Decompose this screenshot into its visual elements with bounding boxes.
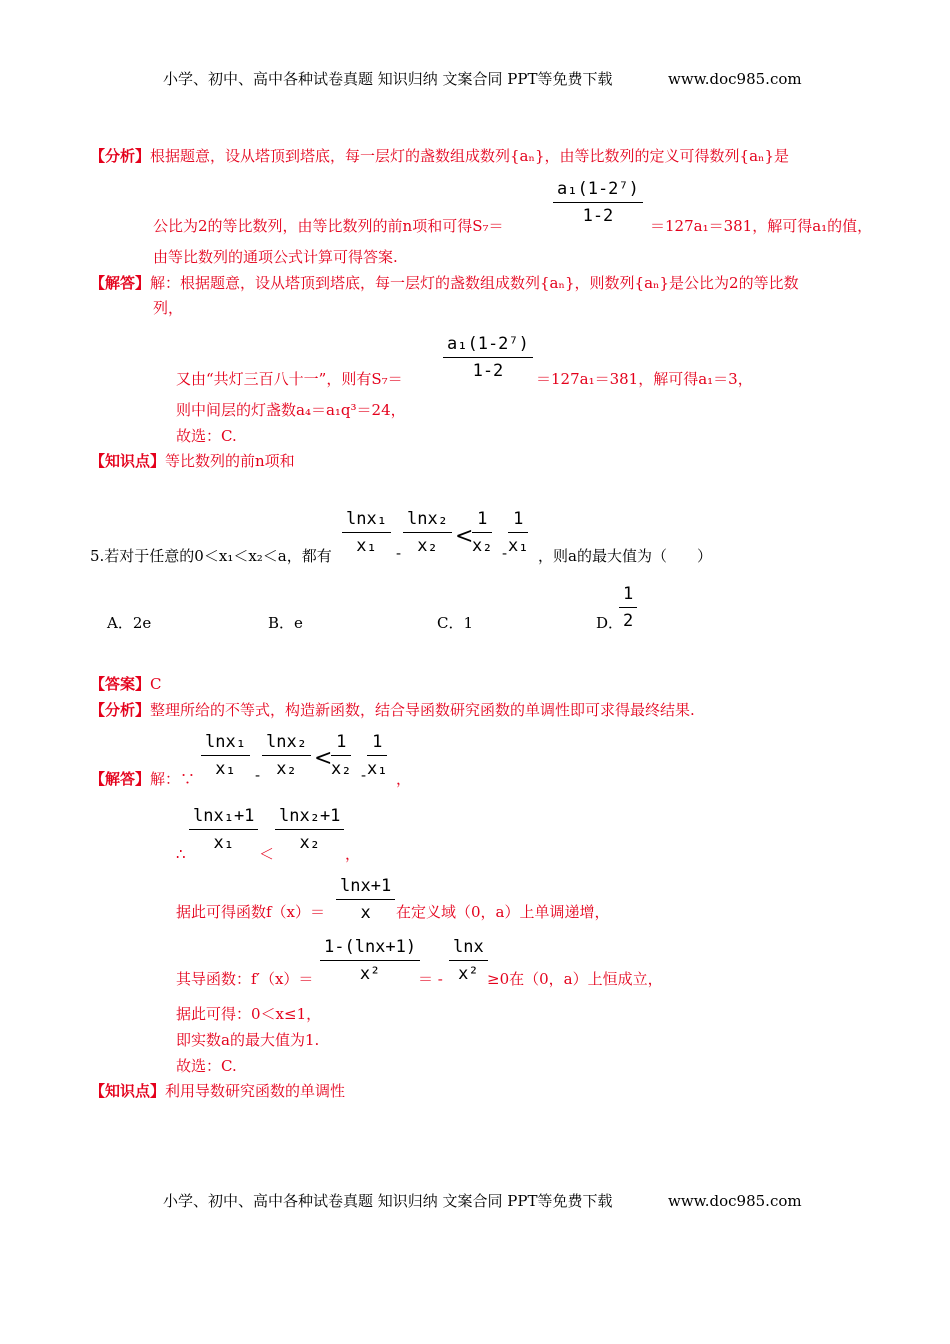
- q5-deriv-mid: ＝ -: [418, 970, 443, 988]
- q5-deriv-frac1: $\frac{1-(\ln x+1)}{\text{x²}}$: [320, 936, 420, 985]
- q5-trans-lt: ＜: [259, 845, 275, 863]
- q4-analysis-fraction: $\frac{\text{a₁(1-2⁷)}}{1-2}$: [553, 178, 643, 227]
- q5-ineq-minus2: -: [502, 544, 508, 562]
- q5-ineq-lt: <: [455, 524, 474, 549]
- q5-sol-lt: <: [314, 746, 333, 771]
- q5-analysis: 【分析】整理所给的不等式，构造新函数，结合导函数研究函数的单调性即可求得最终结果.: [90, 701, 695, 719]
- solution-tag: 【解答】: [90, 770, 151, 788]
- q5-stem-b: ，则a的最大值为（ ）: [538, 547, 712, 565]
- header-site: www.doc985.com: [668, 70, 802, 88]
- q5-sol-frac4: $\frac{1}{\text{x₁}}$: [367, 732, 388, 779]
- q5-solution-lead: 【解答】解：∵: [90, 770, 196, 788]
- q5-step1: 据此可得：0＜x≤1，: [176, 1005, 322, 1023]
- q5-option-b[interactable]: B．e: [268, 614, 303, 632]
- q5-option-a[interactable]: A．2e: [107, 614, 152, 632]
- q4-solution-line4: 则中间层的灯盏数a₄＝a₁q³＝24，: [176, 401, 406, 419]
- q5-ineq-frac2: $\frac{\text{lnx₂}}{\text{x₂}}$: [403, 508, 452, 557]
- q5-sol-frac2: $\frac{\text{lnx₂}}{\text{x₂}}$: [262, 731, 311, 780]
- q5-func-a: 据此可得函数f（x）＝: [176, 903, 326, 921]
- q4-analysis-line2a: 公比为2的等比数列，由等比数列的前n项和可得S₇＝: [153, 217, 504, 235]
- analysis-tag: 【分析】: [90, 147, 151, 165]
- q5-deriv-a: 其导函数：f′（x）＝: [176, 970, 314, 988]
- q5-sol-frac3: $\frac{1}{\text{x₂}}$: [331, 732, 352, 779]
- q4-analysis-line1: 【分析】根据题意，设从塔顶到塔底，每一层灯的盏数组成数列{aₙ}，由等比数列的定义可得数列{aₙ}是: [90, 147, 790, 165]
- q5-step2: 即实数a的最大值为1.: [176, 1031, 320, 1049]
- q5-option-c[interactable]: C．1: [437, 614, 474, 632]
- answer-tag: 【答案】: [90, 675, 151, 693]
- q4-solution-line3b: ＝127a₁＝381，解可得a₁＝3，: [536, 370, 753, 388]
- q5-trans-frac2: $\frac{\text{lnx₂+1}}{\text{x₂}}$: [275, 805, 344, 854]
- q5-trans-frac1: $\frac{\text{lnx₁+1}}{\text{x₁}}$: [189, 805, 258, 854]
- q5-ineq-frac4: $\frac{1}{\text{x₁}}$: [508, 509, 529, 556]
- q5-deriv-frac2: $\frac{\ln x}{\text{x²}}$: [449, 936, 488, 985]
- q5-sol-minus1: -: [255, 766, 261, 784]
- kp-tag: 【知识点】: [90, 1082, 166, 1100]
- header-text: 小学、初中、高中各种试卷真题 知识归纳 文案合同 PPT等免费下载: [163, 70, 613, 88]
- q5-sol-minus2: -: [361, 766, 367, 784]
- solution-tag: 【解答】: [90, 274, 151, 292]
- q5-sol-frac1: $\frac{\text{lnx₁}}{\text{x₁}}$: [201, 731, 250, 780]
- analysis-tag: 【分析】: [90, 701, 151, 719]
- q5-option-d-fraction: $\frac{1}{2}$: [619, 583, 637, 632]
- q4-analysis-line3: 由等比数列的通项公式计算可得答案.: [153, 248, 398, 266]
- q4-knowledge-point: 【知识点】等比数列的前n项和: [90, 452, 295, 470]
- q5-therefore: ∴: [176, 845, 186, 863]
- q5-ineq-frac1: $\frac{\text{lnx₁}}{\text{x₁}}$: [342, 508, 391, 557]
- footer-text: 小学、初中、高中各种试卷真题 知识归纳 文案合同 PPT等免费下载: [163, 1192, 613, 1210]
- q5-step3: 故选：C.: [176, 1057, 237, 1075]
- kp-tag: 【知识点】: [90, 452, 166, 470]
- q4-solution-fraction: $\frac{\text{a₁(1-2⁷)}}{1-2}$: [443, 333, 533, 382]
- q5-ineq-minus1: -: [396, 544, 402, 562]
- q4-solution-line1: 【解答】解：根据题意，设从塔顶到塔底，每一层灯的盏数组成数列{aₙ}，则数列{aₙ}是公比为2的等比数: [90, 274, 799, 292]
- q4-solution-line2: 列，: [153, 299, 184, 317]
- q4-solution-line3a: 又由“共灯三百八十一”，则有S₇＝: [176, 370, 403, 388]
- q4-solution-line5: 故选：C.: [176, 427, 237, 445]
- q5-ineq-frac3: $\frac{1}{\text{x₂}}$: [472, 509, 493, 556]
- page-header: [163, 69, 613, 89]
- q5-sol-comma: ，: [396, 770, 412, 788]
- q5-deriv-b: ≥0在（0，a）上恒成立，: [487, 970, 663, 988]
- page-footer: [163, 1191, 613, 1211]
- q5-func-fraction: $\frac{\ln x+1}{x}$: [336, 875, 395, 924]
- q5-stem-a: 5.若对于任意的0＜x₁＜x₂＜a，都有: [90, 547, 332, 565]
- footer-site: www.doc985.com: [668, 1192, 802, 1210]
- q5-trans-comma: ，: [345, 845, 361, 863]
- q5-option-d[interactable]: D．: [596, 614, 624, 632]
- q5-func-b: 在定义域（0，a）上单调递增，: [396, 903, 610, 921]
- q5-knowledge-point: 【知识点】利用导数研究函数的单调性: [90, 1082, 346, 1100]
- q5-answer: 【答案】C: [90, 675, 162, 693]
- q4-analysis-line2b: ＝127a₁＝381，解可得a₁的值，: [650, 217, 873, 235]
